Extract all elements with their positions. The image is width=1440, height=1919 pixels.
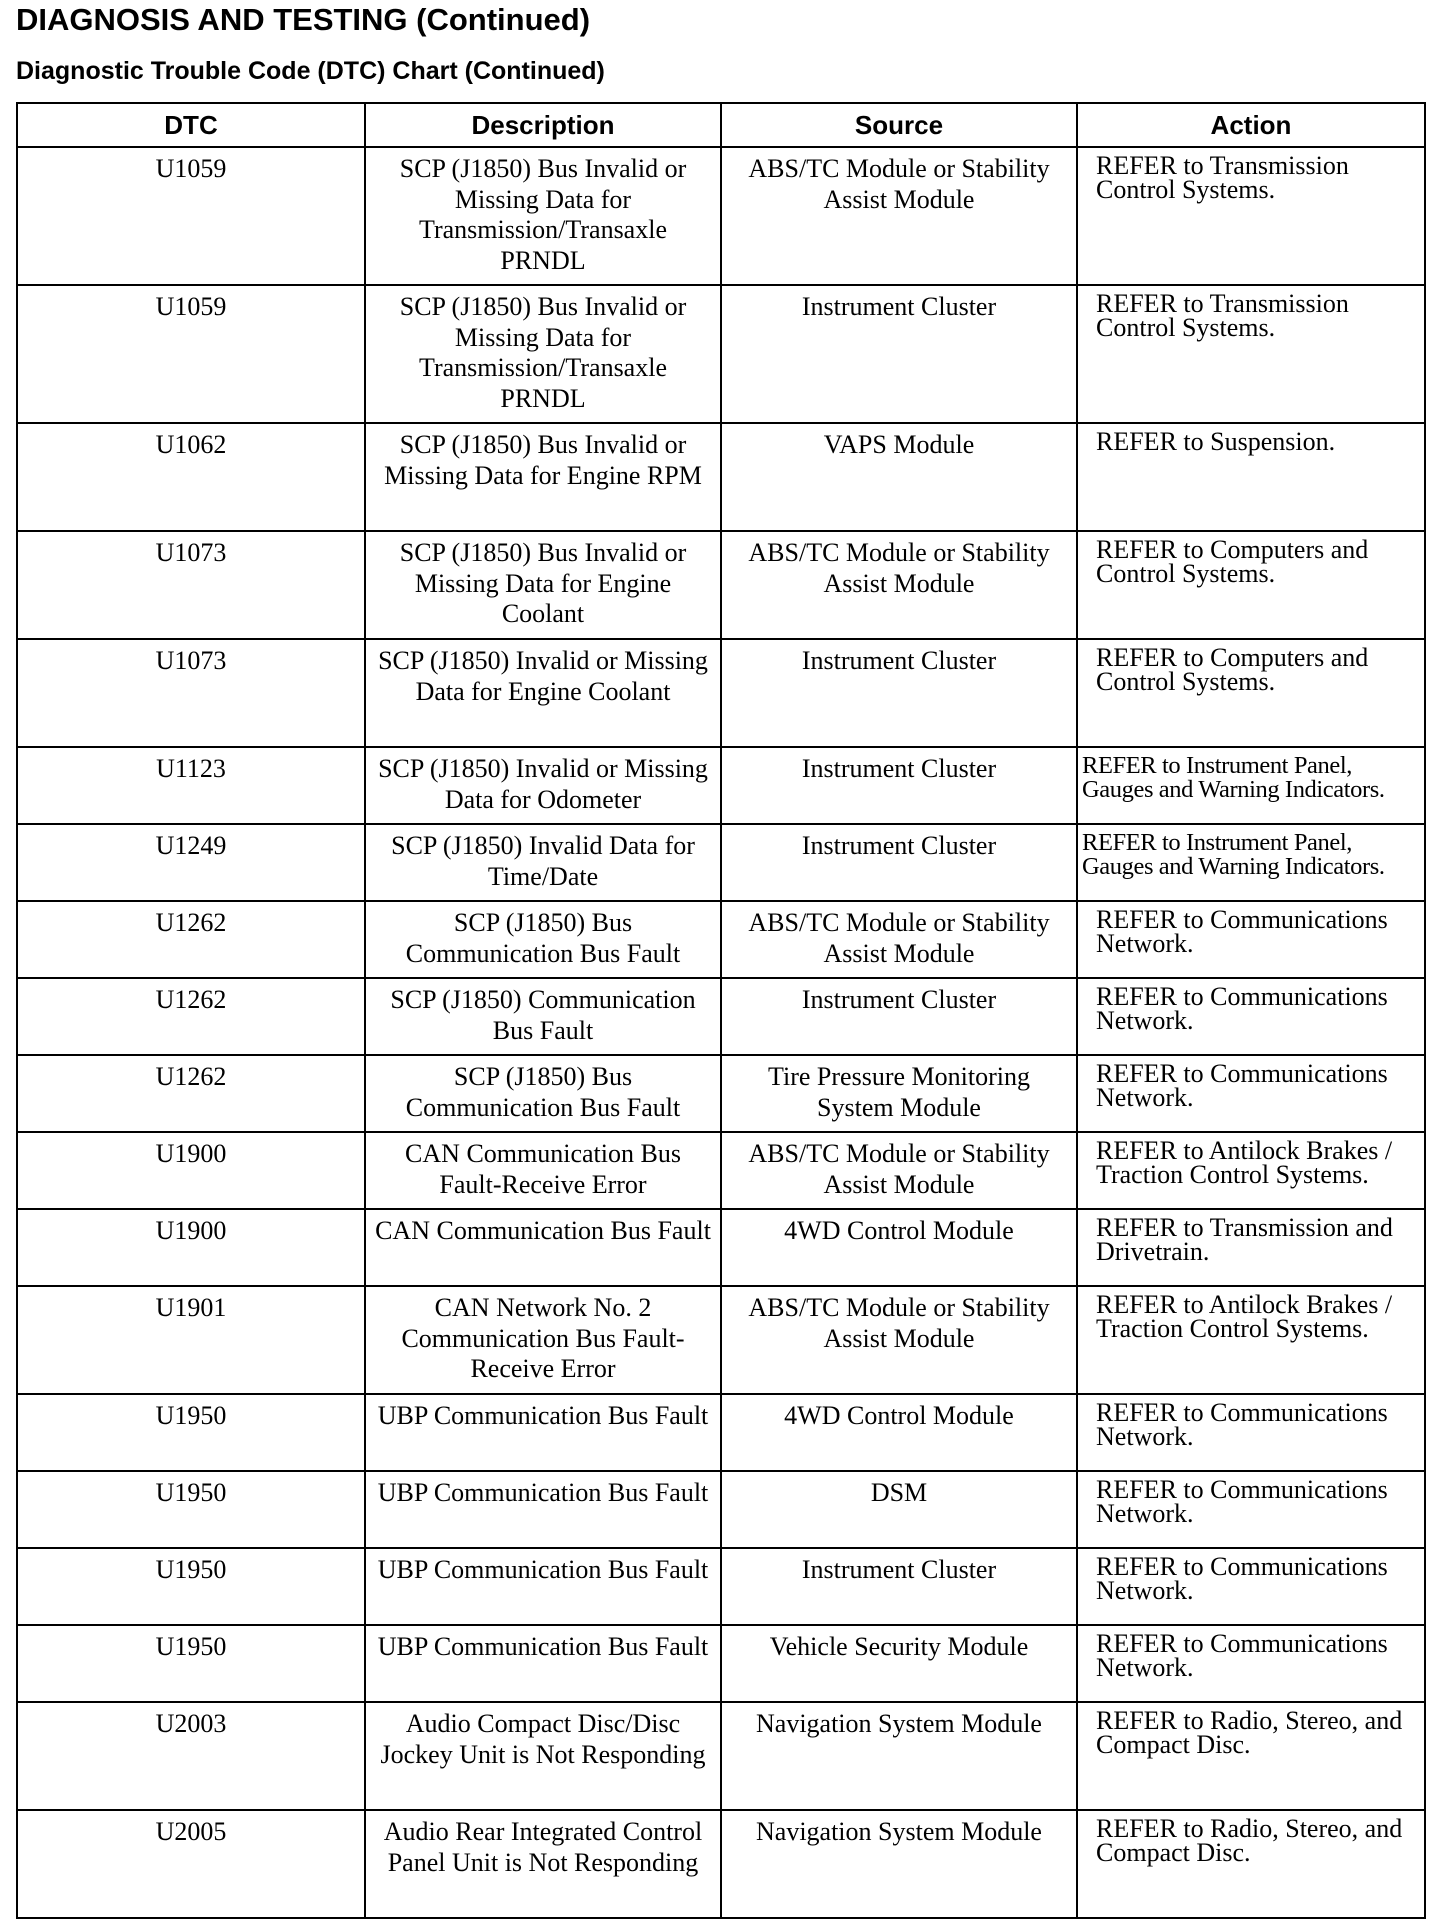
action-cell: REFER to Antilock Brakes / Traction Control Systems. xyxy=(1077,1286,1425,1394)
description-cell: SCP (J1850) Communication Bus Fault xyxy=(365,978,721,1055)
source-cell: Instrument Cluster xyxy=(721,1548,1077,1625)
table-row xyxy=(17,1548,1425,1625)
dtc-code-cell: U1950 xyxy=(17,1471,365,1548)
description-cell: CAN Communication Bus Fault-Receive Error xyxy=(365,1132,721,1209)
table-row xyxy=(17,824,1425,901)
dtc-code-cell: U1249 xyxy=(17,824,365,901)
column-header-description: Description xyxy=(365,103,721,147)
source-cell: ABS/TC Module or Stability Assist Module xyxy=(721,1286,1077,1394)
table-row xyxy=(17,423,1425,531)
source-cell: ABS/TC Module or Stability Assist Module xyxy=(721,531,1077,639)
description-cell: SCP (J1850) Invalid or Missing Data for Odometer xyxy=(365,747,721,824)
description-cell: Audio Rear Integrated Control Panel Unit is Not Responding xyxy=(365,1810,721,1918)
source-cell: Instrument Cluster xyxy=(721,639,1077,747)
table-row xyxy=(17,1625,1425,1702)
source-cell: ABS/TC Module or Stability Assist Module xyxy=(721,901,1077,978)
dtc-code-cell: U1950 xyxy=(17,1625,365,1702)
source-cell: VAPS Module xyxy=(721,423,1077,531)
chart-subheading: Diagnostic Trouble Code (DTC) Chart (Continued) xyxy=(16,57,605,85)
action-cell: REFER to Transmission Control Systems. xyxy=(1077,285,1425,423)
dtc-code-cell: U1950 xyxy=(17,1548,365,1625)
description-cell: SCP (J1850) Bus Communication Bus Fault xyxy=(365,901,721,978)
table-row xyxy=(17,1209,1425,1286)
dtc-code-cell: U1073 xyxy=(17,639,365,747)
dtc-code-cell: U1262 xyxy=(17,901,365,978)
source-cell: Tire Pressure Monitoring System Module xyxy=(721,1055,1077,1132)
source-cell: Vehicle Security Module xyxy=(721,1625,1077,1702)
table-row xyxy=(17,978,1425,1055)
dtc-code-cell: U1901 xyxy=(17,1286,365,1394)
description-cell: UBP Communication Bus Fault xyxy=(365,1548,721,1625)
action-cell: REFER to Communications Network. xyxy=(1077,1548,1425,1625)
column-header-dtc: DTC xyxy=(17,103,365,147)
dtc-code-cell: U1900 xyxy=(17,1132,365,1209)
source-cell: ABS/TC Module or Stability Assist Module xyxy=(721,147,1077,285)
action-cell: REFER to Communications Network. xyxy=(1077,1055,1425,1132)
table-row xyxy=(17,1132,1425,1209)
table-row xyxy=(17,901,1425,978)
source-cell: 4WD Control Module xyxy=(721,1394,1077,1471)
action-cell: REFER to Communications Network. xyxy=(1077,978,1425,1055)
table-row xyxy=(17,1471,1425,1548)
source-cell: ABS/TC Module or Stability Assist Module xyxy=(721,1132,1077,1209)
table-row xyxy=(17,1055,1425,1132)
dtc-code-cell: U1123 xyxy=(17,747,365,824)
action-cell: REFER to Instrument Panel, Gauges and Warning Indicators. xyxy=(1077,747,1425,824)
description-cell: UBP Communication Bus Fault xyxy=(365,1625,721,1702)
description-cell: SCP (J1850) Bus Communication Bus Fault xyxy=(365,1055,721,1132)
description-cell: SCP (J1850) Bus Invalid or Missing Data for Transmission/Transaxle PRNDL xyxy=(365,285,721,423)
table-header-row xyxy=(17,103,1425,147)
action-cell: REFER to Communications Network. xyxy=(1077,1471,1425,1548)
action-cell: REFER to Computers and Control Systems. xyxy=(1077,531,1425,639)
source-cell: 4WD Control Module xyxy=(721,1209,1077,1286)
dtc-code-cell: U1900 xyxy=(17,1209,365,1286)
action-cell: REFER to Communications Network. xyxy=(1077,1625,1425,1702)
source-cell: Navigation System Module xyxy=(721,1702,1077,1810)
dtc-code-cell: U2005 xyxy=(17,1810,365,1918)
table-row xyxy=(17,285,1425,423)
table-row xyxy=(17,1702,1425,1810)
dtc-code-cell: U1262 xyxy=(17,978,365,1055)
description-cell: Audio Compact Disc/Disc Jockey Unit is Not Responding xyxy=(365,1702,721,1810)
dtc-table xyxy=(16,102,1426,1919)
action-cell: REFER to Transmission Control Systems. xyxy=(1077,147,1425,285)
description-cell: CAN Communication Bus Fault xyxy=(365,1209,721,1286)
action-cell: REFER to Radio, Stereo, and Compact Disc. xyxy=(1077,1810,1425,1918)
dtc-code-cell: U2003 xyxy=(17,1702,365,1810)
description-cell: SCP (J1850) Bus Invalid or Missing Data for Engine Coolant xyxy=(365,531,721,639)
action-cell: REFER to Suspension. xyxy=(1077,423,1425,531)
description-cell: SCP (J1850) Invalid Data for Time/Date xyxy=(365,824,721,901)
column-header-source: Source xyxy=(721,103,1077,147)
description-cell: UBP Communication Bus Fault xyxy=(365,1471,721,1548)
dtc-code-cell: U1059 xyxy=(17,147,365,285)
dtc-code-cell: U1073 xyxy=(17,531,365,639)
action-cell: REFER to Radio, Stereo, and Compact Disc. xyxy=(1077,1702,1425,1810)
source-cell: Instrument Cluster xyxy=(721,824,1077,901)
dtc-code-cell: U1059 xyxy=(17,285,365,423)
source-cell: Instrument Cluster xyxy=(721,285,1077,423)
action-cell: REFER to Antilock Brakes / Traction Control Systems. xyxy=(1077,1132,1425,1209)
action-cell: REFER to Communications Network. xyxy=(1077,1394,1425,1471)
dtc-code-cell: U1950 xyxy=(17,1394,365,1471)
source-cell: Instrument Cluster xyxy=(721,747,1077,824)
table-row xyxy=(17,531,1425,639)
table-row xyxy=(17,639,1425,747)
action-cell: REFER to Communications Network. xyxy=(1077,901,1425,978)
description-cell: SCP (J1850) Bus Invalid or Missing Data for Transmission/Transaxle PRNDL xyxy=(365,147,721,285)
column-header-action: Action xyxy=(1077,103,1425,147)
table-row xyxy=(17,747,1425,824)
table-row xyxy=(17,147,1425,285)
dtc-code-cell: U1262 xyxy=(17,1055,365,1132)
description-cell: SCP (J1850) Bus Invalid or Missing Data for Engine RPM xyxy=(365,423,721,531)
action-cell: REFER to Transmission and Drivetrain. xyxy=(1077,1209,1425,1286)
description-cell: CAN Network No. 2 Communication Bus Fault-Receive Error xyxy=(365,1286,721,1394)
action-cell: REFER to Instrument Panel, Gauges and Warning Indicators. xyxy=(1077,824,1425,901)
source-cell: Instrument Cluster xyxy=(721,978,1077,1055)
dtc-code-cell: U1062 xyxy=(17,423,365,531)
table-row xyxy=(17,1394,1425,1471)
page-heading: DIAGNOSIS AND TESTING (Continued) xyxy=(16,2,591,37)
description-cell: SCP (J1850) Invalid or Missing Data for Engine Coolant xyxy=(365,639,721,747)
table-row xyxy=(17,1810,1425,1918)
source-cell: DSM xyxy=(721,1471,1077,1548)
action-cell: REFER to Computers and Control Systems. xyxy=(1077,639,1425,747)
description-cell: UBP Communication Bus Fault xyxy=(365,1394,721,1471)
table-row xyxy=(17,1286,1425,1394)
source-cell: Navigation System Module xyxy=(721,1810,1077,1918)
